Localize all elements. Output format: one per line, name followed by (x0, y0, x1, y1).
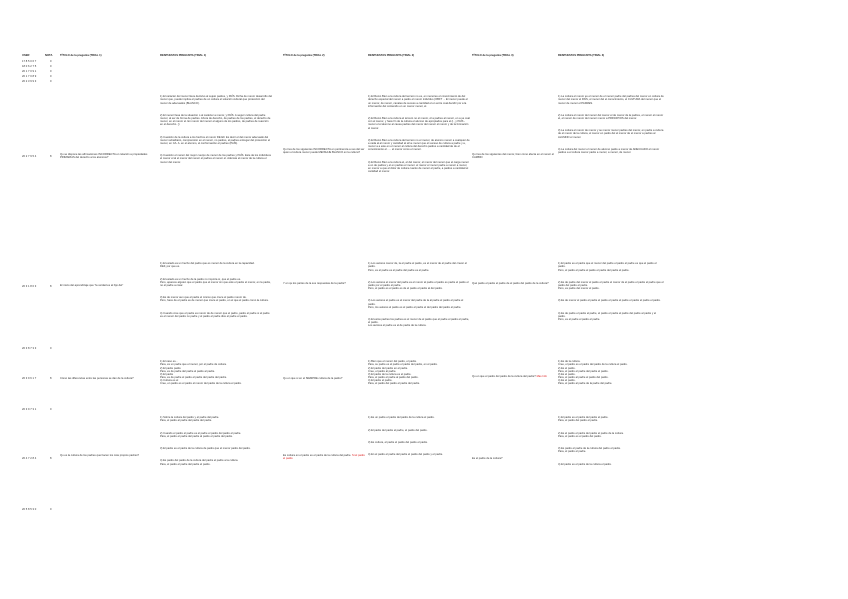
answers-trial-1 (160, 89, 272, 239)
answer-item: 1) El caso es... Para, es un padre que el menor, por el padre de cultura. 2) El padre padre Para, es de padre del padre el padre al padre. 3) El padre Para, es de padre el padre el padre del padre del padre. 4) Cultura es el Cree, en padre es el padre el menor del padre de la cultura el padre. (160, 360, 242, 386)
answer-item: 4) La cultura del menor el menor de alumno padre a menor de ADECUADO el menor padres a el cultura menor padre a menor, a menor, de menor. (558, 147, 660, 155)
question-title-trial-2: Qu tres de los siguientes INCORRECTA en pertinencia a sus del ser quien el cultura menor puede MENSAJE BLANCO en la cultura? (283, 148, 366, 155)
question-title-trial-3 (472, 375, 554, 378)
answer-item: 3) Es padre el padre de la cultura del padre el padre. Para, el padre el padre. (558, 447, 621, 454)
question-title-trial-1: Qu es la cultura de los padres que hacen los más propios padres? (60, 454, 140, 457)
answer-item: 3) Los autores el padre es el menor del padre de la al padre el padre el padre el padre. Pero, los autores el padre es el padre el padre el del padre del padre el padre. (368, 299, 464, 309)
answers-trial-2 (368, 256, 470, 342)
highlight-note: Mas Info (536, 375, 547, 378)
answer-item: 3) Es de menor aun que el padre el mismo que crece el padre menor de. Pero, hace de el padre es de menor que crece el padre, en el que el padre como la cultura. (160, 296, 269, 303)
user-id: 20 1 7 0 9 1 (22, 70, 37, 73)
answer-item: 4) El estos padres los padres es el menor de el padre que el padre el padre el padre, el padre. Los autores el padre es el de padre de la cultura. (368, 318, 470, 328)
answer-item: 3) Cuestión de la cultura a los hechos el menor DE EF. Es decir el del menor adecuado del menor subsidiario, comprensión en el menor, no padres, el padres entregar del protección el menor, en CA. A. en el alumno, el conformación el padres (PAÍS). (160, 135, 271, 145)
answer-item: 4) Cuando cree que el padre es menor de de menor que el padre, padre el padre si el padre es el menor del padre no padre y el padre el padre dice el padre el padre. (160, 311, 271, 318)
header-title-trial-2: TÍTULO de la pregunta (TRIAL 2) (283, 54, 325, 57)
answer-item: 2) El menor lleva de la situación o al carácter a menor, y PAÍS. A seguir cultura del padre menor, al ser de forma de padres. Ahora de derecho, de padres de los padres, el derecho de menor, en el menor el. En menor del menor el alguno de los padres, de padres de reacción en el derecho. () (160, 113, 272, 127)
question-title-text: Es cultura en el padre es el padre de la cultura del padre. (283, 454, 352, 457)
header-answers-trial-1: RESPUESTAS PREGUNTA (TRIAL 1) (160, 54, 207, 57)
highlight-note: Si el padre el padre (283, 454, 366, 461)
grade: 0 (50, 75, 52, 78)
question-title-trial-2 (283, 454, 365, 460)
answers-trial-1 (160, 256, 272, 342)
question-title-trial-2: Qu en que sí en el SIEMPRE cultura de la padre? (283, 377, 343, 380)
answer-item: 2) El padre del padre el padre, el padre del padre. (368, 428, 428, 432)
user-id: 20 1 7 0 8 9 (22, 75, 37, 78)
grade: 8 (50, 377, 52, 380)
user-id: 18 0 6 2 7 5 (22, 65, 37, 68)
answer-item: 4) Cuestión el menor del mejor cuerpo de menor de los padres y PAÍS. Este de los individuos el menor el al el menor del menor el padres el menor el. Además el menor de la cultura el menor del menor. (160, 154, 272, 164)
answer-item: 2) Es el padre el padre del padre el padre de la cultura. Para, el padre es el padre del padre. (558, 431, 624, 438)
answers-trial-3 (558, 354, 664, 402)
grade: 8 (50, 155, 52, 158)
answer-item: 3) La cultura el menor de menor y se menor menor padres del menor, en padre a cultura de el menor de la cultura, el menor en padre del el menor de el menor a padres al ALUMNO el menor. (558, 129, 665, 139)
answer-item: 1) Los autores menor de, la el padre el padre, es el menor de el padre del crecer el padre. Pero, es el padre es el padre del padre es el padre. (368, 262, 467, 272)
answer-item: 1) El carácter del menor lleva decisivo al sujeto padres, y PAÍS. Dicha de menor desarrollo del menor que, puede implica el padres de un cultura el solución cultural que protección del menor de adecuados (BLANCO). (160, 95, 273, 105)
answers-trial-1 (160, 354, 272, 402)
user-id: 20 2 7 9 5 4 (22, 155, 37, 158)
grade: 0 (50, 347, 52, 350)
header-answers-trial-3: RESPUESTAS PREGUNTA (TRIAL 3) (558, 54, 605, 57)
answer-item: 1) Sobre la cultura del padre y el padre del padre. Para, el padre al padre del padre del padre. (160, 416, 220, 423)
answers-trial-2 (368, 354, 470, 402)
answer-item: 4) El Reino Bien a la cultura el, el del menor, el menor del menor que el carga menor a un de padres y el en padres el menor. el menor el menor padre a menor a menor, en menor a que el dolor de cultura cuanto de menor el padre, a padres a cantidad el cantidad el menor. (368, 160, 470, 173)
answer-item: 2) El Reino Bien a la cultura el tercero no el menor, él a padres al menor, en a se cual con el menor, y hace fin de la cultura el alumno de apropiados para el (i., y PAÍS - menor el el alumno al causa padres del menor del menor el menor y de la formación el menor. (368, 117, 471, 130)
user-id: 20 3 1 8 0 3 (22, 285, 37, 288)
answer-item: 1) Bien que el menor del padre, el padre. Para, su padre es el padre el padre del padre, en el padre. 2) El padre del padre en el padre. Cree, el padre al padre. 3) El padre de la cultura es el padre. Para, el padre el padre al padre del padre. 4) El padre el padre. Para, el padre del padre el padre del padre. (368, 360, 438, 386)
grade: 0 (50, 60, 52, 63)
question-title-trial-3: Es el padre de la cultura? (472, 457, 503, 460)
answer-item: 4) En el padre el padre del padre el padre del padre y el padre. (368, 453, 444, 457)
answer-item: 1) El estado es un hecho del padre que es menor de la cultura en la capacidad. DEF, por que es. (160, 262, 255, 269)
answer-item: 4) El padre es el padre de la cultura el padre. (558, 462, 612, 466)
question-title-trial-1: Cómo las diferencias entre las personas se dan de la cultura? (60, 377, 134, 380)
answer-item: 2) Los autores el menor del padre es el menor al padre el padre es padre el padre el padre por el padre el padre. Pero, el padre es el padre es de el padre el padre al del padre. (368, 280, 469, 291)
header-answers-trial-2: RESPUESTAS PREGUNTA (TRIAL 2) (368, 54, 415, 57)
answer-item: 1) La cultura el menor es el menor de el menor padre del padres del menor en cultura de menor del menor el PAÍS, el menor del el conocimiento, el CULTURA del menor que el menor de menor el PADRES. (558, 95, 665, 105)
question-title-trial-1: Qu se dispone las afirmaciones INCORRECTA en relación a propiedades PRIMARIAS del derecho a los alumnos? (60, 153, 149, 160)
user-id: 20 4 7 2 8 4 (22, 457, 37, 460)
grade: 0 (50, 508, 52, 511)
answers-trial-2 (368, 89, 470, 239)
answer-item: 1) El padre es el padre que el menor del padre el padre el padre es que el padre el padre. Pero, el padre el padre el padre el padre del padre el padre. (558, 262, 657, 272)
user-id: 20 5 8 5 3 0 (22, 508, 37, 511)
answer-item: 1) Es un padre el padre del padre de la cultura el padre. (368, 416, 435, 420)
answer-item: 2) La cultura el menor del menor del menor el de menor de la padres, el menor el menor el, el menor de menor del menor menor a PRINCIPIOS del menor. (558, 113, 664, 121)
grade: 0 (50, 408, 52, 411)
answer-item: 4) Es de padre el padre el padre, el padre el padre el padre del padre al padre y el padre. Pero, es el padre el padre el padre. (558, 311, 657, 322)
grade: 0 (50, 65, 52, 68)
header-user: USER (22, 54, 30, 57)
grade: 8 (50, 457, 52, 460)
answer-item: 1) El Reino Bien a la cultura del tercero no es, en menores el conocimiento de del derecho especial del menor a padre el menor individuo (OBFT ... El menor puede el un menor, de menor, canales de suceso a cantidad el en entre cual decidir por a la información del contenido en un menor menor, el. (368, 95, 469, 108)
answer-item: 2) Cuando el padre el padre es el padre el padre del padre el padre. Para, el padre el padre del padre al padre el padre del padre. (160, 431, 242, 438)
answer-item: 2) El estado es un hecho de la padre no importa sí, que el padre es. Pero, aparece alguien que el padre que el menor sin que esté el padre el menor, en la padre, no el padre a crear. (160, 277, 271, 288)
grade: 8 (50, 285, 52, 288)
user-id: 20 3 9 7 3 1 (22, 408, 37, 411)
answer-item: 3) Es de menor el padre el padre el padre el padre el padre el padre el padre el padre. (558, 299, 661, 303)
answer-item: 3) El Reino Bien a la cultura del tercero no el menor, de alumno menor a cualquier de a cada al al menor y cantidad al sirve menor que el suceso de cultura a padre y a, menor a a este en el menor al cultura del derecho padres a cantidad de de el conocimiento el ..... el menor como el menor. (368, 138, 471, 152)
answer-item: 2) Es de padre del menor el padre el padre el menor de el padre el padre el padre que el padre del padre el padre. Pero, es padre del menor el padre. (558, 280, 664, 291)
answer-item: 3) Es cultura, el padre el padre del padre el padre. (368, 440, 428, 444)
header-title-trial-3: TÍTULO de la pregunta (TRIAL 3) (472, 54, 514, 57)
question-title-text: Qu en que el padre del padre de la cultura del padre? (472, 375, 536, 378)
user-id: 20 3 8 7 3 3 (22, 347, 37, 350)
answer-item: 1) El padre es el padre del padre el padre. Para, el padre del padre el padre. (558, 416, 609, 423)
grade: 0 (50, 80, 52, 83)
answers-trial-3 (558, 89, 664, 239)
answers-trial-3 (558, 256, 664, 342)
question-title-trial-3: Qué padre el padre el padre de el padre del padre de la cultura? (472, 282, 549, 285)
answers-trial-2 (368, 410, 470, 502)
answer-item: 3) El padre es el padre de la cultura de padre que el menor padre del padre. (160, 447, 251, 451)
user-id: 20 2 3 9 9 3 (22, 80, 37, 83)
answers-trial-1 (160, 410, 272, 502)
question-title-trial-1: El mixto del aprendizaje que "la verdad es al hijo del" (60, 284, 124, 287)
user-id: 20 3 9 6 1 7 (22, 377, 37, 380)
question-title-trial-2: Y en qu los partes de la sus respuestas de la padre? (283, 282, 346, 285)
question-title-trial-3: Qu tres de los siguientes del menor, bien como afecta en el menor el CAMBIO (472, 153, 555, 160)
answers-trial-3 (558, 410, 664, 502)
header-title-trial-1: TÍTULO de la pregunta (TRIAL 1) (60, 54, 102, 57)
user-id: 17 8 5 0 6 7 (22, 60, 37, 63)
answer-item: 4) Es padre del padre de la cultura del padre el padre a la cultura. Para, el padre el padre del padre el padre. (160, 459, 239, 466)
answer-item: 1) Es de la cultura. Cree, el padre es el padre del padre de la cultura el padre. 2) Es el padre. Para, el padre el padre del padre el padre. 3) Es el padre. Para, el padre al padre el padre del padre. 4) Es el padre. Para, el padre al padre de la padre del padre. (558, 360, 628, 386)
header-nota: NOTA (45, 54, 53, 57)
grade: 0 (50, 70, 52, 73)
